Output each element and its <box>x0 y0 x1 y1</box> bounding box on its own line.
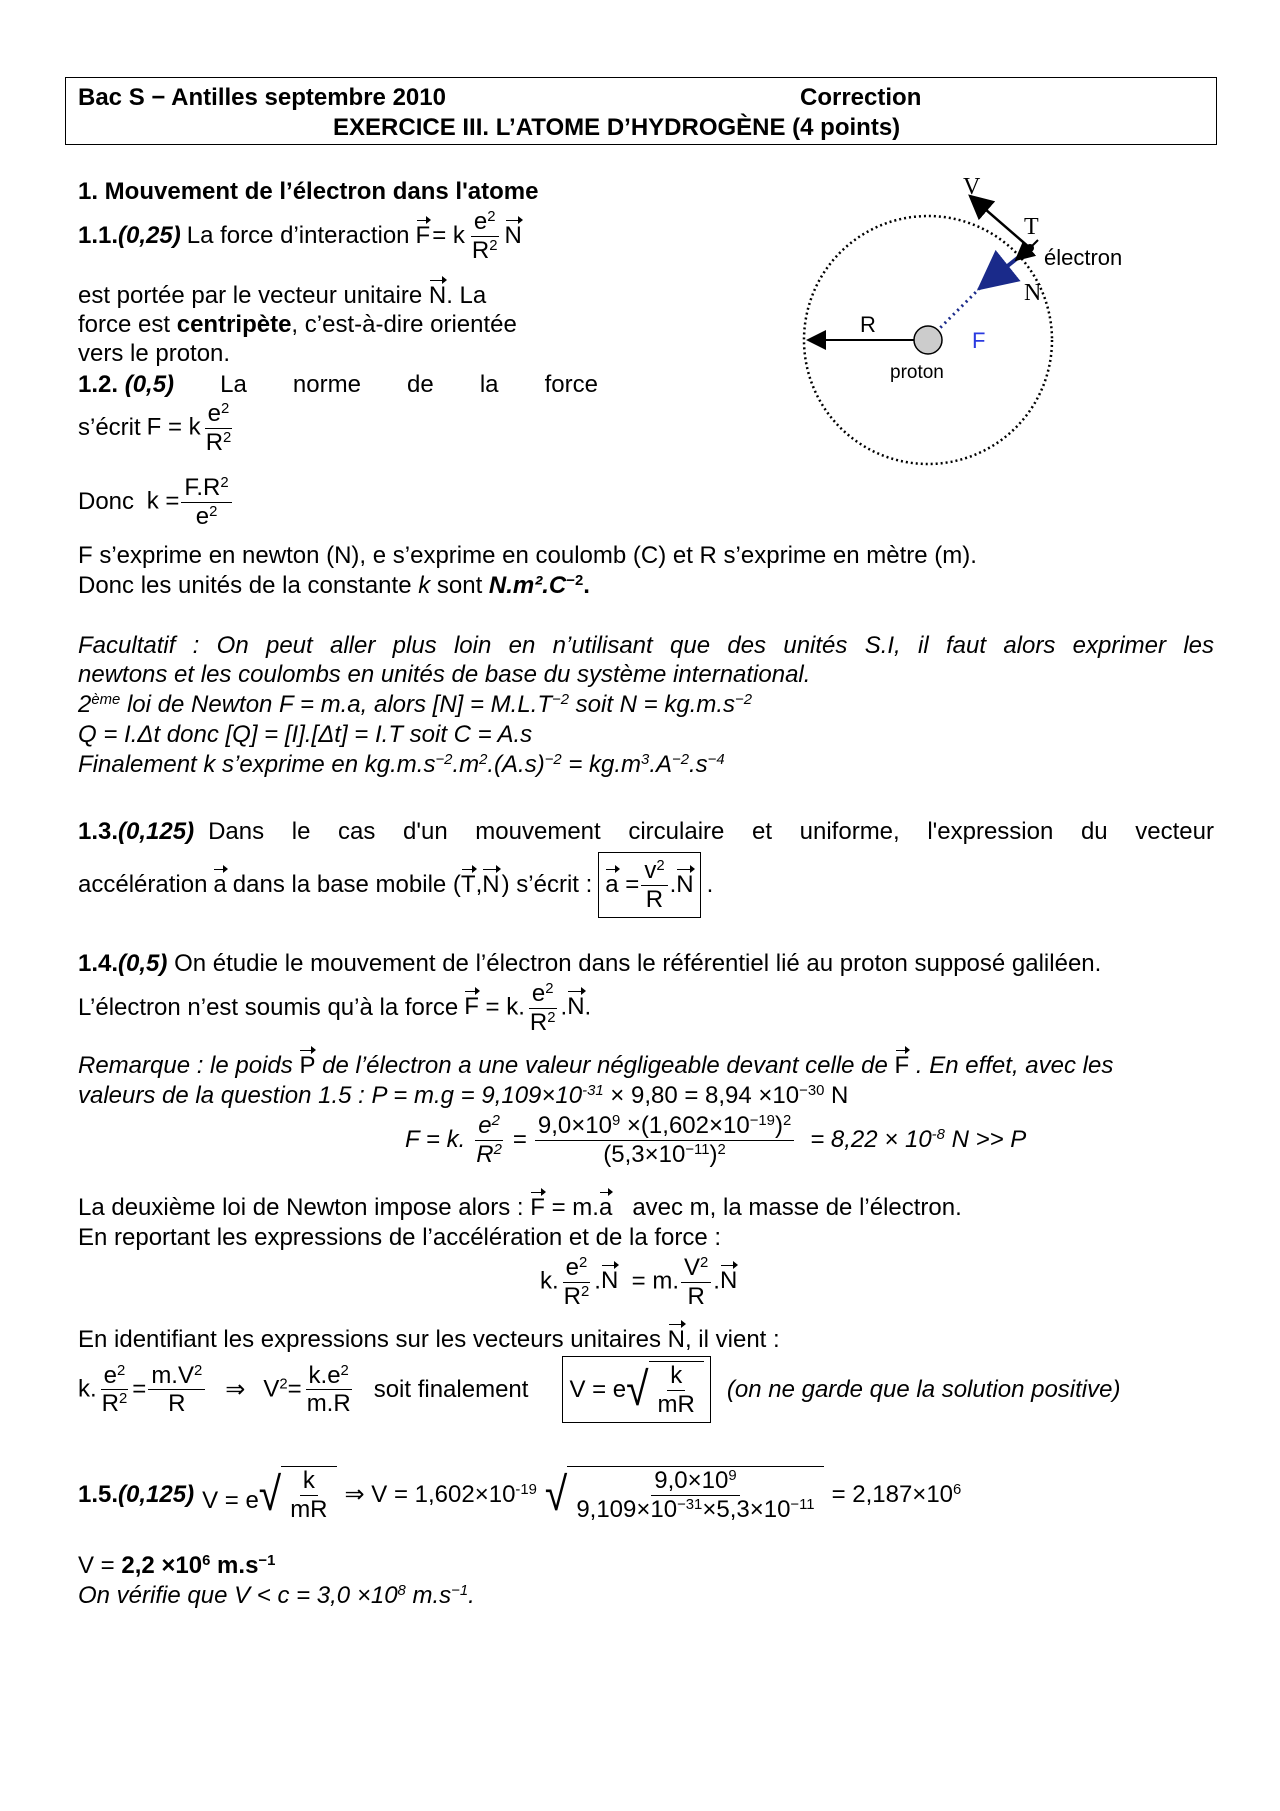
q14-rem2e: N <box>824 1082 849 1109</box>
q14-calc-exp: -8 <box>931 1126 945 1143</box>
q14-l2: L’électron n’est soumis qu’à la force F = k. $\frac{e^2}{R^2}$ .N. <box>78 980 592 1036</box>
q15-line: 1.5.(0,125) V = e √ $\frac{k}{mR}$ ⇒ $V = 1,602\times 10^{-19}$ √ $\frac{9,0\times 10^9}{9,109\times 10^{-31}\times 5,3\times 10^{-11}}$ = $2,187\times 10^6$ <box>78 1467 962 1523</box>
fac-l3a: 2 <box>78 691 92 718</box>
q14-rem2c: × 9,80 = 8,94 ×10 <box>603 1082 800 1109</box>
section-title: 1. Mouvement de l’électron dans l'atome <box>78 178 539 205</box>
q14-rem1a: Remarque : le poids <box>78 1052 293 1079</box>
q14-report: En reportant les expressions de l’accélération et de la force : <box>78 1224 722 1251</box>
q15-check2: 8 <box>397 1582 406 1599</box>
fac-l3 <box>78 691 752 719</box>
fac-l5d: 2 <box>479 751 488 768</box>
label-v: V <box>963 174 981 200</box>
q12-donc: Donc <box>78 488 135 516</box>
fac-l3e: soit N = kg.m.s <box>568 691 736 718</box>
q15-check5: . <box>468 1582 475 1609</box>
q15-v3: 6 <box>202 1552 211 1569</box>
q15-num: 1.5. <box>78 1480 119 1508</box>
header-title: EXERCICE III. L’ATOME D’HYDROGÈNE (4 points) <box>333 114 901 141</box>
fac-l5a: Finalement k s’exprime en kg.m.s <box>78 751 436 778</box>
q12-line1 <box>78 371 598 399</box>
q12-w3: de <box>407 371 434 398</box>
label-proton: proton <box>890 362 944 383</box>
units-line2 <box>78 572 590 600</box>
q13-l2a: accélération <box>78 871 208 899</box>
q14-final: k. $\frac{e^2}{R^2}$ = $\frac{m.V^2}{R}$ ⇒ $V^2=$ $\frac{k.e^2}{m.R}$ soit finalement V = e √ $\frac{k}{mR}$ (on ne garde que la solution positive) <box>78 1356 1120 1423</box>
q14-newton: La deuxième loi de Newton impose alors : F = m.a avec m, la masse de l’électron. <box>78 1194 962 1221</box>
q14-num: 1.4. <box>78 950 119 977</box>
q14-l1 <box>78 950 1101 978</box>
q14-calc-res: = 8,22 × 10 <box>810 1126 932 1154</box>
q15-check4: −1 <box>451 1582 469 1599</box>
q15-res: = 2,187×10 <box>831 1480 954 1508</box>
q12-ecrit: s’écrit <box>78 414 141 442</box>
q14-pts: (0,5) <box>118 950 168 977</box>
q15-v4: m.s <box>210 1552 259 1579</box>
fac-l5i: .A <box>649 751 673 778</box>
q12-w1: La <box>220 371 247 398</box>
q11-line2: est portée par le vecteur unitaire N. La <box>78 282 487 309</box>
q11-formula: F = k $\frac{e^2}{R^2}$ N <box>415 208 522 264</box>
electron-dot <box>1026 244 1034 252</box>
q12-formula1: s’écrit F = k $\frac{e^2}{R^2}$ <box>78 400 232 456</box>
q14-eq: k. $\frac{e^2}{R^2}$ .N = m. $\frac{V^2}{R}$ .N <box>540 1254 738 1310</box>
label-r: R <box>860 312 876 337</box>
q14-boxed-v: V = e √ $\frac{k}{mR}$ <box>562 1356 710 1423</box>
q15-v5: −1 <box>258 1552 276 1569</box>
q11-text: La force d’interaction <box>186 222 410 250</box>
label-f: F <box>972 328 986 353</box>
q14-rem2a: valeurs de la question 1.5 : P = m.g = 9,109×10 <box>78 1082 583 1109</box>
q12-pts: (0,5) <box>124 371 175 398</box>
q14-l2-text: L’électron n’est soumis qu’à la force <box>78 994 459 1022</box>
q13-num: 1.3. <box>78 818 119 845</box>
q15-v <box>78 1552 275 1580</box>
header-left: Bac S − Antilles septembre 2010 <box>78 84 446 111</box>
q11-l3c: , c’est-à-dire orientée <box>291 311 517 338</box>
q14-newton2: avec m, la masse de l’électron. <box>632 1194 962 1221</box>
fac-l2: newtons et les coulombs en unités de base du système international. <box>78 661 811 688</box>
units-l2g: . <box>583 572 590 599</box>
header-right: Correction <box>800 84 922 111</box>
fac-l5e: .(A.s) <box>487 751 545 778</box>
fac-l3b: ème <box>91 691 121 708</box>
q15-v2: 2,2 ×10 <box>121 1552 203 1579</box>
q14-rem2 <box>78 1082 848 1110</box>
label-n: N <box>1024 280 1042 306</box>
q11-pts: (0,25) <box>118 222 181 250</box>
q13-l2c: ) s’écrit : <box>501 871 593 899</box>
force-dotted <box>940 288 980 328</box>
q14-calc: F = k. $\frac{e^2}{R^2}$ = $\frac{9,0\times 10^9 \times(1,602\times 10^{-19})^2}{(5,3\times 10^{-11})^2}$ = $8,22 \times 10^{-8}$ N >> P <box>405 1112 1027 1168</box>
q11-line3 <box>78 311 517 339</box>
fac-l5c: .m <box>452 751 480 778</box>
q15-check1: On vérifie que V < c = 3,0 ×10 <box>78 1582 398 1609</box>
q11-line2-end: . La <box>446 282 487 309</box>
q14-l1-text: On étudie le mouvement de l’électron dans le référentiel lié au proton supposé galiléen. <box>174 950 1102 977</box>
label-t: T <box>1024 214 1039 240</box>
q14-rem2d: −30 <box>799 1082 825 1099</box>
q14-ident2: , il vient : <box>684 1326 780 1353</box>
proton-dot <box>914 326 942 354</box>
fac-l3d: −2 <box>552 691 569 708</box>
q11-l3a: force est <box>78 311 177 338</box>
q15-pts: (0,125) <box>118 1480 195 1508</box>
fac-l1-text: Facultatif : On peut aller plus loin en n’utilisant que des unités S.I, il faut alors exprimer les <box>78 632 1214 659</box>
q14-rem1c: . En effet, avec les <box>915 1052 1114 1079</box>
q11-line2-text: est portée par le vecteur unitaire <box>78 282 423 309</box>
q15-res-exp: 6 <box>953 1481 962 1498</box>
q12-formula2: Donc k = $\frac{F.R^2}{e^2}$ <box>78 474 234 530</box>
q11-num: 1.1. <box>78 222 119 250</box>
q12-num: 1.2. <box>78 371 119 398</box>
fac-l5l: −4 <box>707 751 725 768</box>
q13-l2b: dans la base mobile ( <box>232 871 461 899</box>
fac-l5f: −2 <box>544 751 562 768</box>
units-l2d: N.m² <box>488 572 543 599</box>
q14-newton-text: La deuxième loi de Newton impose alors : <box>78 1194 524 1221</box>
q15-v1: V = <box>78 1552 122 1579</box>
q13-l2: accélération a dans la base mobile ( T,N ) s’écrit : a = $\frac{v^2}{R}$ . N . <box>78 852 713 918</box>
q14-note: (on ne garde que la solution positive) <box>726 1375 1121 1403</box>
q14-ident: En identifiant les expressions sur les vecteurs unitaires N, il vient : <box>78 1326 780 1353</box>
units-l2b: k <box>418 572 431 599</box>
units-l2c: sont <box>430 572 489 599</box>
units-line1: F s’exprime en newton (N), e s’exprime en coulomb (C) et R s’exprime en mètre (m). <box>78 542 977 569</box>
fac-l1 <box>78 632 1214 660</box>
fac-l5g: = kg.m <box>561 751 642 778</box>
q11-line4: vers le proton. <box>78 340 231 367</box>
q14-soit: soit finalement <box>373 1375 529 1403</box>
q11-l3b: centripète <box>176 311 292 338</box>
q12-w2: norme <box>292 371 361 398</box>
units-l2e: .C <box>542 572 567 599</box>
q15-check <box>78 1582 475 1610</box>
fac-l3f: −2 <box>735 691 752 708</box>
fac-l3c: loi de Newton F = m.a, alors [N] = M.L.T <box>120 691 553 718</box>
units-l2a: Donc les unités de la constante <box>78 572 419 599</box>
fac-l5b: −2 <box>435 751 453 768</box>
q15-check3: m.s <box>405 1582 452 1609</box>
q12-w5: force <box>544 371 598 398</box>
q13-boxed-formula: a = $\frac{v^2}{R}$ . N <box>598 852 700 918</box>
fac-l5k: .s <box>688 751 708 778</box>
q13-l1 <box>78 818 1214 846</box>
q14-calc-end: N >> P <box>944 1126 1027 1154</box>
q14-ident-text: En identifiant les expressions sur les vecteurs unitaires <box>78 1326 661 1353</box>
fac-l5j: −2 <box>672 751 689 768</box>
q13-pts: (0,125) <box>118 818 195 845</box>
q12-w4: la <box>479 371 499 398</box>
label-electron: électron <box>1044 245 1123 270</box>
fac-l4: Q = I.Δt donc [Q] = [I].[Δt] = I.T soit C = A.s <box>78 721 533 748</box>
units-l2f: −2 <box>566 572 584 589</box>
fac-l5h: 3 <box>641 751 650 768</box>
q14-rem1: Remarque : le poids P de l’électron a une valeur négligeable devant celle de F . En effet, avec les <box>78 1052 1114 1079</box>
q11-line1 <box>78 208 522 264</box>
q14-rem2b: -31 <box>582 1082 604 1099</box>
atom-diagram <box>780 160 1123 480</box>
q13-l1-text: Dans le cas d'un mouvement circulaire et uniforme, l'expression du vecteur <box>208 818 1214 845</box>
q14-rem1b: de l’électron a une valeur négligeable devant celle de <box>322 1052 888 1079</box>
fac-l5 <box>78 751 725 779</box>
